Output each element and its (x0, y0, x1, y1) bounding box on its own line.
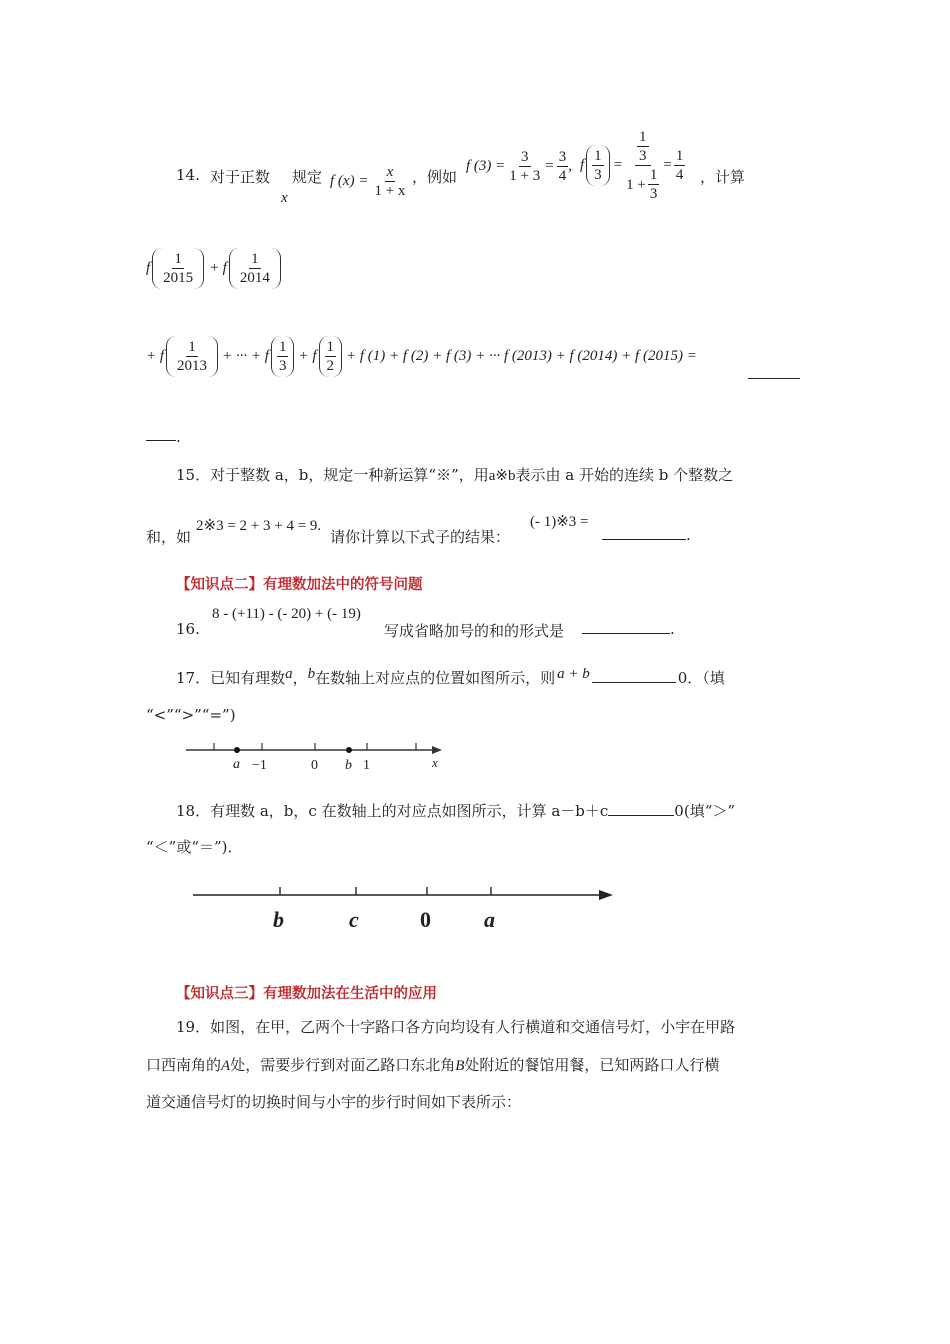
q16-text: 写成省略加号的和的形式是 (384, 622, 565, 640)
q14-line3-frac1 (175, 338, 209, 375)
q14-line2-f1: f (146, 260, 151, 276)
q14-number: 14. (176, 166, 200, 184)
q14-example-1 (466, 148, 572, 185)
q17-axis-label-0: 0 (311, 758, 318, 773)
q17-var-b: b (307, 666, 316, 682)
q14-text-positive: 对于正数 (210, 168, 271, 186)
q19-line2-b: 处，需要步行到对面乙路口东北角 (230, 1056, 456, 1074)
q14-line2-plus: + (210, 260, 219, 276)
q14-line2-frac2 (238, 250, 272, 287)
q14-ex1-lhs: f (3) = (466, 158, 506, 174)
q14-line3-mid2: + f (298, 348, 317, 364)
q16-answer-blank[interactable] (582, 618, 670, 634)
q17-number-line (180, 736, 450, 776)
q14-ex2-argden: 3 (594, 167, 602, 183)
q17-axis-label-x: x (432, 755, 438, 770)
q15-operator: a※b (488, 468, 516, 484)
q14-line2-frac1 (161, 250, 195, 287)
q14-line3-a2num: 1 (278, 339, 287, 355)
q14-definition (330, 163, 407, 200)
q18-text-2: 0(填“＞” (674, 802, 736, 820)
q14-def-den: 1 + x (374, 183, 406, 199)
q14-ex2-result (674, 147, 686, 184)
q18-axis-label-b: b (273, 907, 284, 932)
q18-answer-blank[interactable] (608, 800, 674, 816)
q15-text-3: 和，如 (146, 528, 192, 546)
q14-ex1-fraction (507, 148, 542, 185)
q19-line-2 (146, 1054, 719, 1075)
q14-ex2-bottom (624, 166, 661, 203)
q15-text-2: 表示由 a 开始的连续 b 个整数之 (515, 466, 734, 484)
q14-def-fraction (372, 163, 407, 200)
q14-ex2-topnum: 1 (639, 129, 647, 145)
q18-line-1 (176, 800, 735, 821)
q14-line3-arg2 (271, 336, 295, 377)
q14-ex1-comma: , (568, 158, 572, 174)
q14-ex2-rnum: 1 (675, 148, 684, 164)
q14-ex2-rden: 4 (675, 167, 684, 183)
q14-line3-frac3 (325, 338, 337, 375)
q17-axis-label-b: b (345, 758, 352, 773)
q18-axis-label-a: a (484, 907, 495, 932)
q17-var-a: a (285, 666, 293, 682)
q19-line-1: 19．如图，在甲，乙两个十字路口各方向均设有人行横道和交通信号灯，小宇在甲路 (176, 1018, 736, 1036)
q16-expression: 8 - (+11) - (- 20) + (- 19) (212, 606, 361, 622)
q14-ex2-eq2: = (663, 157, 672, 173)
q17-axis-label-neg1: −1 (252, 758, 267, 773)
q14-line2-a1den: 2015 (163, 270, 194, 286)
q14-line2-f2: f (222, 260, 227, 276)
q14-var-x: x (281, 190, 288, 206)
q14-ex2-eq: = (613, 157, 623, 173)
q14-ex2-top (635, 128, 651, 166)
q14-ex1-result (557, 148, 569, 185)
q14-end-dot: . (176, 428, 181, 446)
q14-line3-a1num: 1 (188, 339, 196, 355)
q14-line3-frac2 (277, 338, 289, 375)
q19-var-A: A (221, 1058, 231, 1074)
q17-expression: a + b (557, 666, 590, 682)
q18-text-3: “＜”或“＝”)． (146, 838, 243, 856)
q15-expression: (- 1)※3 = (530, 514, 589, 530)
q14-ex2-argnum: 1 (594, 148, 602, 164)
q19-line2-a: 口西南角的 (146, 1056, 222, 1074)
q14-line3-mid1: + ··· + f (222, 348, 269, 364)
q14-ex2-botnum: 1 (649, 167, 658, 183)
q17-axis-label-a: a (233, 757, 240, 772)
q14-ex2-arg-fraction (592, 147, 604, 184)
q18-axis-label-0: 0 (420, 907, 431, 932)
q17-line-1 (176, 667, 725, 688)
q14-line2-arg2 (229, 248, 281, 289)
q15-example: 2※3 = 2 + 3 + 4 = 9. (196, 518, 322, 534)
q18-text-1: 18．有理数 a，b，c 在数轴上的对应点如图所示，计算 a－b＋c (176, 802, 609, 820)
q14-def-lhs: f (x) = (330, 173, 369, 189)
q14-line2-a2den: 2014 (239, 270, 270, 286)
q14-line3-lead: + f (146, 348, 165, 364)
q17-text-4: “<”“>”“=”) (146, 706, 236, 724)
q14-ex2-bot-fraction (648, 166, 660, 203)
q14-answer-blank-a[interactable] (748, 363, 800, 379)
q14-line3-a3num: 1 (326, 339, 335, 355)
q14-ex2-f: f (580, 157, 585, 173)
q14-ex2-bot-lead: 1 + (626, 176, 646, 193)
q14-text-example: ，例如 (412, 168, 458, 186)
q14-ex1-rnum: 3 (558, 149, 567, 165)
q14-line3-tail: + f (1) + f (2) + f (3) + ··· f (2013) + f (2014) + f (2015) = (346, 348, 697, 364)
q14-line3-a1den: 2013 (177, 358, 208, 374)
q19-var-B: B (455, 1058, 465, 1074)
q14-line3-arg3 (319, 336, 343, 377)
q19-line-3: 道交通信号灯的切换时间与小宇的步行时间如下表所示： (146, 1093, 522, 1111)
q14-text-define: 规定 (292, 168, 323, 186)
q14-ex1-rden: 4 (558, 168, 567, 184)
q18-number-line (185, 880, 625, 940)
q14-ex2-botden: 3 (649, 186, 658, 202)
q15-text-4: 请你计算以下式子的结果： (330, 528, 511, 546)
q14-line2-a2num: 1 (251, 251, 259, 267)
q14-example-2 (580, 128, 685, 203)
q17-answer-blank[interactable] (592, 667, 676, 683)
q17-comma: ， (292, 669, 308, 687)
q15-answer-blank[interactable] (602, 524, 686, 540)
q14-expression-line-2 (146, 248, 283, 289)
q19-line2-c: 处附近的餐馆用餐，已知两路口人行横 (464, 1056, 720, 1074)
q17-text-1: 17．已知有理数 (176, 669, 286, 687)
q14-line2-arg1 (152, 248, 204, 289)
q15-line-1 (176, 464, 733, 485)
q17-axis-label-1: 1 (363, 758, 370, 773)
q14-ex1-num: 3 (521, 149, 529, 165)
q14-line2-a1num: 1 (174, 251, 182, 267)
q14-ex2-complex-fraction (624, 128, 661, 203)
q18-axis-label-c: c (349, 907, 359, 932)
q14-ex2-arg (586, 145, 610, 186)
q14-def-num: x (386, 164, 394, 180)
q15-end-dot: . (686, 526, 691, 544)
section-heading-2: 【知识点二】有理数加法中的符号问题 (176, 577, 423, 593)
q14-text-compute: ，计算 (700, 168, 746, 186)
q14-ex2-top-fraction (637, 128, 649, 165)
section-heading-3: 【知识点三】有理数加法在生活中的应用 (176, 986, 437, 1002)
q14-ex1-eq: = (545, 158, 554, 174)
q14-line3-arg1 (166, 336, 218, 377)
q16-number: 16. (176, 620, 200, 638)
q17-text-2: 在数轴上对应点的位置如图所示，则 (315, 669, 556, 687)
q14-ex1-den: 1 + 3 (509, 168, 541, 184)
q16-end-dot: . (670, 620, 675, 638)
q14-line3-a2den: 3 (278, 358, 287, 374)
q14-expression-line-3 (146, 336, 697, 377)
q15-text-1: 15．对于整数 a，b，规定一种新运算“※”，用 (176, 466, 489, 484)
q14-answer-blank-b[interactable] (146, 425, 176, 441)
q14-line3-a3den: 2 (326, 358, 335, 374)
q17-text-3: 0．（填 (677, 669, 725, 687)
q14-ex2-topden: 3 (639, 148, 647, 164)
